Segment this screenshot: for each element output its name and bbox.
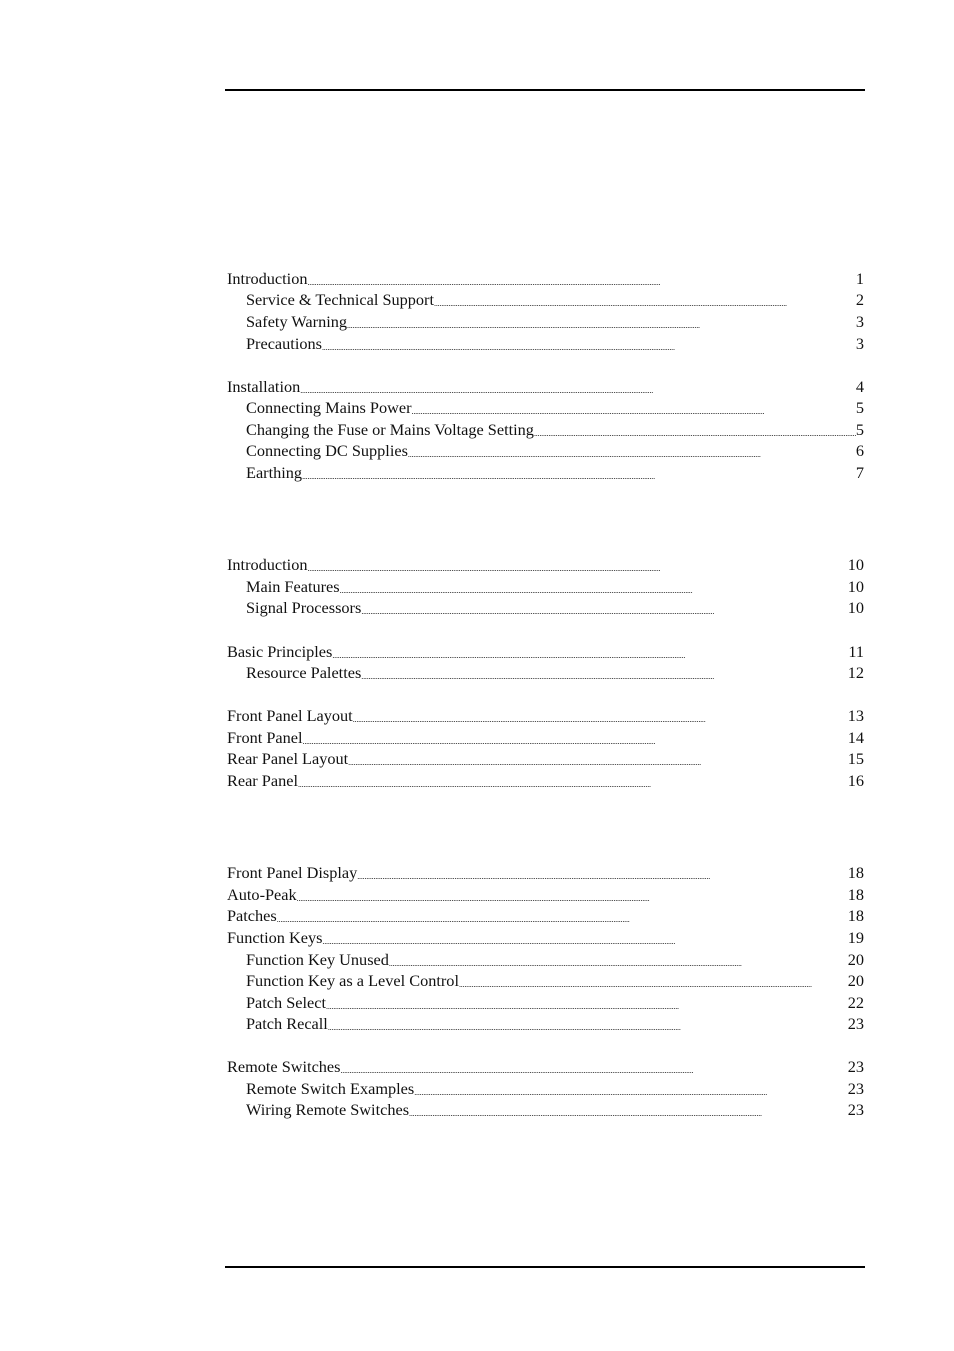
dot-leader: [534, 419, 856, 441]
dot-leader: [414, 1078, 848, 1100]
toc-entry-page-number: 5: [855, 398, 864, 417]
toc-subentry[interactable]: [246, 1078, 864, 1100]
toc-entry-title: Remote Switch Examples: [246, 1079, 415, 1098]
dot-leader: [389, 949, 848, 971]
toc-entry-page-number: 13: [847, 706, 864, 725]
toc-entry-title: Safety Warning: [246, 312, 348, 331]
toc-entry-page-number: 7: [855, 463, 864, 482]
toc-entry-page-number: 1: [855, 269, 864, 288]
toc-entry-title: Basic Principles: [227, 642, 333, 661]
toc-entry-page-number: 18: [847, 863, 864, 882]
dot-leader: [408, 440, 856, 462]
dot-leader: [322, 333, 856, 355]
dot-leader: [332, 641, 848, 663]
dot-leader: [326, 992, 848, 1014]
toc-subentry[interactable]: [246, 662, 864, 684]
footer-rule: [225, 1266, 865, 1268]
toc-entry-page-number: 18: [847, 906, 864, 925]
toc-entry[interactable]: [227, 268, 864, 290]
toc-subentry[interactable]: [246, 949, 864, 971]
toc-entry-title: Resource Palettes: [246, 663, 362, 682]
toc-entry-page-number: 10: [847, 555, 864, 574]
toc-entry-title: Front Panel: [227, 728, 303, 747]
toc-entry-title: Patches: [227, 906, 277, 925]
toc-entry[interactable]: [227, 554, 864, 576]
dot-leader: [340, 576, 848, 598]
toc-entry-title: Rear Panel Layout: [227, 749, 349, 768]
toc-entry-title: Front Panel Display: [227, 863, 358, 882]
toc-entry-page-number: 23: [847, 1079, 864, 1098]
toc-subentry[interactable]: [246, 289, 864, 311]
toc-entry-title: Wiring Remote Switches: [246, 1100, 410, 1119]
toc-entry[interactable]: [227, 727, 864, 749]
dot-leader: [409, 1099, 848, 1121]
dot-leader: [434, 289, 856, 311]
toc-entry[interactable]: [227, 1056, 864, 1078]
toc-entry[interactable]: [227, 641, 864, 663]
toc-subentry[interactable]: [246, 397, 864, 419]
dot-leader: [348, 748, 848, 770]
toc-subentry[interactable]: [246, 992, 864, 1014]
dot-leader: [341, 1056, 848, 1078]
toc-entry-title: Main Features: [246, 577, 340, 596]
dot-leader: [328, 1013, 848, 1035]
header-rule: [225, 89, 865, 91]
toc-entry-title: Changing the Fuse or Mains Voltage Setting: [246, 420, 534, 439]
toc-entry[interactable]: [227, 748, 864, 770]
dot-leader: [303, 727, 848, 749]
dot-leader: [361, 597, 847, 619]
toc-entry[interactable]: [227, 770, 864, 792]
dot-leader: [277, 905, 848, 927]
dot-leader: [353, 705, 848, 727]
toc-entry[interactable]: [227, 862, 864, 884]
toc-subentry[interactable]: [246, 419, 864, 441]
toc-entry-title: Installation: [227, 377, 301, 396]
toc-entry-title: Patch Select: [246, 993, 327, 1012]
toc-entry-page-number: 20: [847, 950, 864, 969]
toc-entry-title: Function Key as a Level Control: [246, 971, 459, 990]
toc-entry-page-number: 15: [847, 749, 864, 768]
dot-leader: [302, 462, 856, 484]
toc-subentry[interactable]: [246, 1013, 864, 1035]
dot-leader: [357, 862, 847, 884]
toc-entry-title: Introduction: [227, 555, 308, 574]
toc-entry-page-number: 2: [855, 290, 864, 309]
toc-entry-page-number: 20: [847, 971, 864, 990]
dot-leader: [361, 662, 847, 684]
dot-leader: [300, 376, 856, 398]
dot-leader: [298, 770, 848, 792]
toc-entry-page-number: 10: [847, 598, 864, 617]
toc-entry-page-number: 5: [855, 420, 864, 439]
dot-leader: [347, 311, 856, 333]
toc-entry-page-number: 18: [847, 885, 864, 904]
toc-entry-page-number: 12: [847, 663, 864, 682]
toc-entry[interactable]: [227, 705, 864, 727]
toc-entry-page-number: 19: [847, 928, 864, 947]
dot-leader: [322, 927, 847, 949]
toc-subentry[interactable]: [246, 970, 864, 992]
toc-subentry[interactable]: [246, 1099, 864, 1121]
toc-entry-title: Connecting Mains Power: [246, 398, 412, 417]
toc-entry-title: Front Panel Layout: [227, 706, 353, 725]
toc-entry-title: Remote Switches: [227, 1057, 341, 1076]
toc-entry-title: Connecting DC Supplies: [246, 441, 408, 460]
toc-subentry[interactable]: [246, 440, 864, 462]
dot-leader: [307, 268, 855, 290]
toc-entry-title: Function Key Unused: [246, 950, 389, 969]
toc-entry-page-number: 4: [855, 377, 864, 396]
toc-subentry[interactable]: [246, 311, 864, 333]
toc-entry-title: Rear Panel: [227, 771, 298, 790]
toc-entry-page-number: 22: [847, 993, 864, 1012]
dot-leader: [459, 970, 848, 992]
toc-entry-page-number: 14: [847, 728, 864, 747]
toc-entry-page-number: 23: [847, 1014, 864, 1033]
toc-entry-page-number: 23: [847, 1100, 864, 1119]
toc-subentry[interactable]: [246, 576, 864, 598]
toc-entry[interactable]: [227, 927, 864, 949]
dot-leader: [412, 397, 856, 419]
toc-entry-title: Earthing: [246, 463, 303, 482]
toc-entry[interactable]: [227, 905, 864, 927]
toc-entry-page-number: 3: [855, 312, 864, 331]
dot-leader: [297, 884, 848, 906]
toc-subentry[interactable]: [246, 333, 864, 355]
toc-entry-title: Signal Processors: [246, 598, 362, 617]
toc-entry-page-number: 10: [847, 577, 864, 596]
dot-leader: [307, 554, 847, 576]
toc-entry-page-number: 11: [848, 642, 864, 661]
toc-entry-title: Function Keys: [227, 928, 323, 947]
toc-entry-page-number: 16: [847, 771, 864, 790]
toc-subentry[interactable]: [246, 597, 864, 619]
toc-entry[interactable]: [227, 376, 864, 398]
toc-entry-title: Auto-Peak: [227, 885, 297, 904]
toc-entry-title: Precautions: [246, 334, 322, 353]
toc-entry-page-number: 23: [847, 1057, 864, 1076]
toc-entry[interactable]: [227, 884, 864, 906]
toc-entry-page-number: 3: [855, 334, 864, 353]
toc-entry-page-number: 6: [855, 441, 864, 460]
toc-subentry[interactable]: [246, 462, 864, 484]
toc-entry-title: Service & Technical Support: [246, 290, 435, 309]
toc-entry-title: Introduction: [227, 269, 308, 288]
toc-entry-title: Patch Recall: [246, 1014, 328, 1033]
